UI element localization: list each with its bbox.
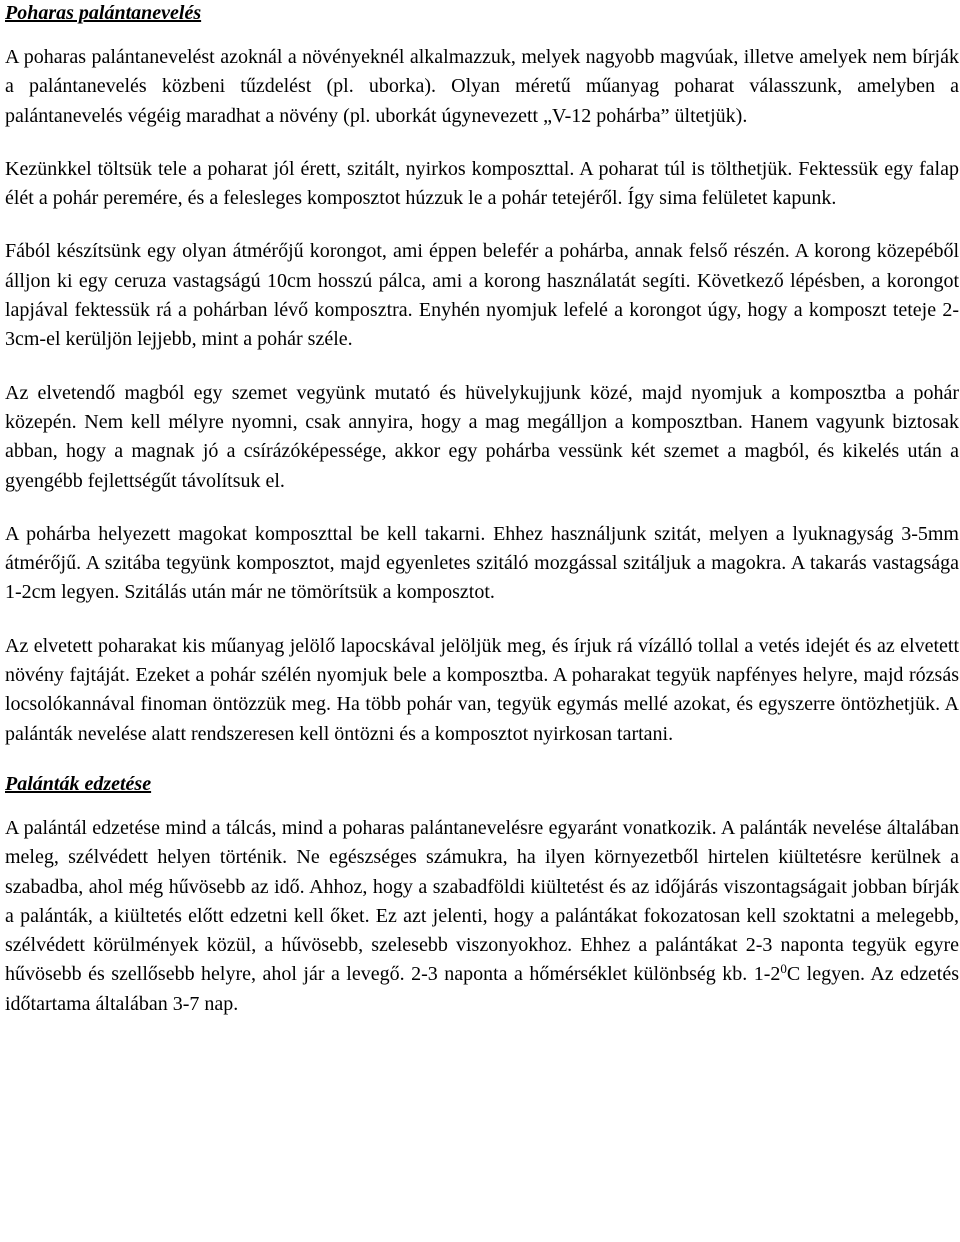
degree-superscript: 0 <box>780 961 787 977</box>
paragraph-disc: Fából készítsünk egy olyan átmérőjű korongot, ami éppen belefér a pohárba, annak felső részén. A korong közepéből álljon ki egy ceruza vastagságú 10cm hosszú pálca, ami a korong használatát segíti. Következő lépésben, a korongot lapjával fektessük rá a pohárban lévő komposztra. Enyhén nyomjuk lefelé a korongot úgy, hogy a komposzt teteje 2-3cm-el kerüljön lejjebb, mint a pohár széle. <box>5 240 959 351</box>
hardening-text: A palántál edzetése mind a tálcás, mind a poharas palántanevelésre egyaránt vonatkozik. A palánták nevelése általában meleg, szélvédett helyen történik. Ne egészséges számukra, ha ilyen környezetből hirtelen kiültetésre kerülnek a szabadba, ahol még hűvösebb az idő. Ahhoz, hogy a szabadföldi kiültetést és az időjárás viszontagságait jobban bírják a palánták, a kiültetés előtt edzetni kell őket. Ez azt jelenti, hogy a palántákat fokozatosan kell szoktatni a melegebb, szélvédett körülmények közül, a hűvösebb, szelesebb viszonyokhoz. Ehhez a palántákat 2-3 naponta tegyük egyre hűvösebb és szellősebb helyre, ahol jár a levegő. 2-3 naponta a hőmérséklet különbség kb. 1-2 <box>5 816 959 986</box>
hardening-text-end: C legyen. Az edzetés időtartama általában 3-7 nap. <box>5 963 959 1015</box>
section-heading-poharas: Poharas palántanevelés <box>5 2 202 24</box>
section-heading-edzetes: Palánták edzetése <box>5 772 152 795</box>
paragraph-filling: Kezünkkel töltsük tele a poharat jól érett, szitált, nyirkos komposzttal. A poharat túl is tölthetjük. Fektessük egy falap élét a pohár peremére, és a felesleges komposztot húzzuk le a pohár tetejéről. Így sima felületet kapunk. <box>5 157 959 210</box>
paragraph-sowing: Az elvetendő magból egy szemet vegyünk mutató és hüvelykujjunk közé, majd nyomjuk a komposztba a pohár közepén. Nem kell mélyre nyomni, csak annyira, hogy a mag megálljon a komposztban. Hanem vagyunk biztosak abban, hogy a magnak jó a csírázóképessége, akkor egy pohárba vessünk két szemet a magból, és kikelés után a gyengébb fejlettségűt távolítsuk el. <box>5 381 959 492</box>
paragraph-labeling: Az elvetett poharakat kis műanyag jelölő lapocskával jelöljük meg, és írjuk rá vízálló tollal a vetés idejét és az elvetett növény fajtáját. Ezeket a pohár szélén nyomjuk bele a komposztba. A poharakat tegyük napfényes helyre, majd rózsás locsolókannával finoman öntözzük meg. Ha több pohár van, tegyük egymás mellé azokat, és egyszerre öntözhetjük. A palánták nevelése alatt rendszeresen kell öntözni és a komposztot nyirkosan tartani. <box>5 634 959 745</box>
paragraph-hardening <box>5 814 959 1019</box>
paragraph-intro: A poharas palántanevelést azoknál a növényeknél alkalmazzuk, melyek nagyobb magvúak, illetve amelyek nem bírják a palántanevelés közbeni tűzdelést (pl. uborka). Olyan méretű műanyag poharat válasszunk, amelyben a palántanevelés végéig maradhat a növény (pl. uborkát úgynevezett „V-12 pohárba” ültetjük). <box>5 46 959 127</box>
paragraph-covering: A pohárba helyezett magokat komposzttal be kell takarni. Ehhez használjunk szitát, melyen a lyuknagyság 3-5mm átmérőjű. A szitába tegyünk komposztot, majd egyenletes szitáló mozgással szitáljuk a magokra. A takarás vastagsága 1-2cm legyen. Szitálás után már ne tömörítsük a komposztot. <box>5 522 959 604</box>
